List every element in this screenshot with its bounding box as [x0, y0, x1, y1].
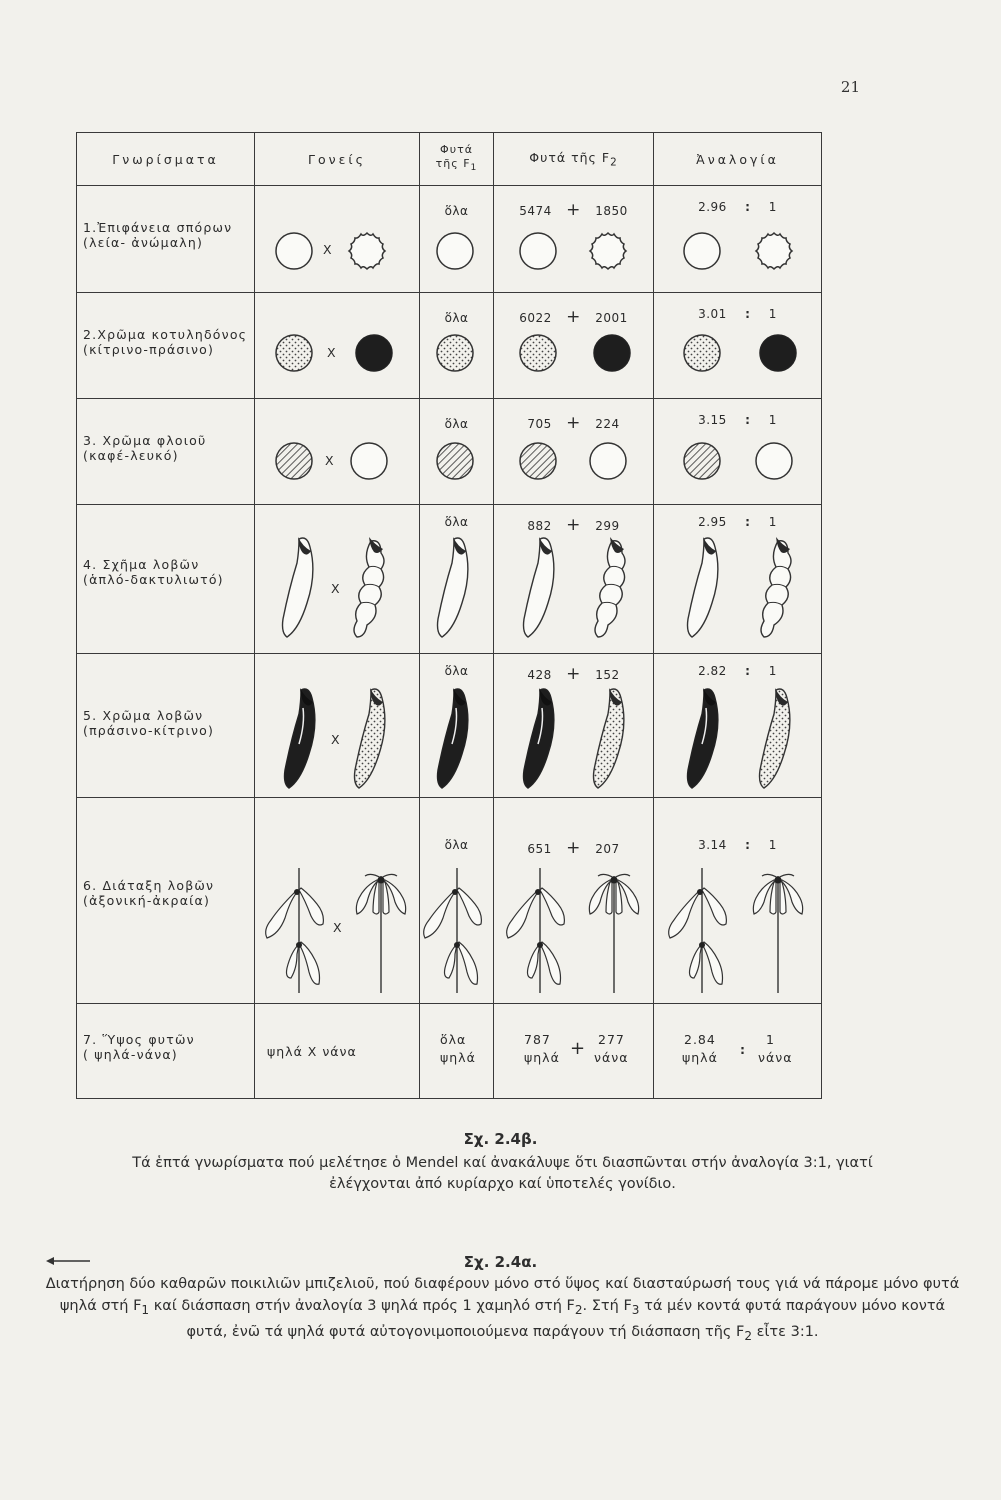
- f1-label: ψηλά: [440, 1049, 476, 1065]
- f1-pod-drawing: [420, 505, 494, 653]
- parent-pods-drawing: [255, 505, 420, 653]
- trait-cell: [77, 653, 255, 797]
- smooth-seed-icon: [684, 233, 720, 269]
- f2-plants-drawing: [494, 798, 654, 1004]
- yellow-pod-icon: [355, 688, 385, 788]
- ratio-cell: [654, 399, 822, 505]
- yellow-seed-icon: [684, 335, 720, 371]
- table-row: [77, 399, 822, 505]
- table-header-row: [77, 133, 822, 186]
- f2-dominant-count: 5474: [519, 204, 552, 219]
- plus-sign: +: [566, 515, 581, 536]
- subscript: 2: [744, 1328, 753, 1343]
- table-row: [77, 505, 822, 653]
- f1-seed-drawing: [420, 399, 494, 505]
- wrinkled-seed-icon: [756, 233, 792, 269]
- colon-sign: :: [745, 663, 751, 678]
- f1-seed-drawing: [420, 186, 494, 293]
- terminal-plant-icon: [589, 874, 638, 993]
- trait-values: (λεία- ἀνώμαλη): [83, 235, 204, 251]
- plus-sign: +: [566, 307, 581, 328]
- axial-plant-icon: [507, 868, 565, 993]
- f1-cell: [420, 399, 494, 505]
- f2-pods-drawing: [494, 654, 654, 798]
- axial-plant-icon: [669, 868, 727, 993]
- f2-pods-drawing: [494, 505, 654, 653]
- f1-seed-drawing: [420, 293, 494, 399]
- green-seed-icon: [594, 335, 630, 371]
- ratio-plants-drawing: [654, 798, 822, 1004]
- header-f2-text: Φυτά τῆς F: [529, 149, 611, 165]
- table-row: [77, 653, 822, 797]
- ratio-pods-drawing: [654, 505, 822, 653]
- parent-pods-drawing: [255, 654, 420, 798]
- terminal-plant-icon: [356, 874, 405, 993]
- colon-sign: :: [740, 1041, 746, 1057]
- parents-text: ψηλά Χ νάνα: [267, 1043, 357, 1059]
- parents-cell: [255, 797, 420, 1003]
- smooth-seed-icon: [437, 233, 473, 269]
- f2-cell: [494, 797, 654, 1003]
- ratio-cell: [654, 797, 822, 1003]
- f1-pod-drawing: [420, 654, 494, 798]
- trait-values: (ἁπλό-δακτυλιωτό): [83, 572, 224, 588]
- ratio-seeds-drawing: [654, 399, 822, 505]
- f2-dominant-count: 6022: [519, 311, 552, 326]
- f2-seeds-drawing: [494, 399, 654, 505]
- caption-text: Διατήρηση δύο καθαρῶν ποικιλιῶν μπιζελιοῦ, πού διαφέρουν μόνο στό ὕψος καί διασταύρωσή τους γιά νά πάρομε μόνο φυτά ψηλά στή F: [45, 1276, 960, 1314]
- f2-dominant-count: 705: [527, 417, 552, 432]
- f2-recessive-count: 207: [595, 841, 620, 856]
- f2-cell: [494, 653, 654, 797]
- f2-cell: [494, 186, 654, 293]
- header-f1: [420, 133, 494, 186]
- smooth-pod-icon: [438, 537, 468, 637]
- white-seed-icon: [351, 443, 387, 479]
- green-pod-icon: [438, 688, 468, 788]
- axial-plant-icon: [424, 868, 482, 993]
- header-f1-sub: 1: [470, 162, 478, 174]
- subscript: 2: [574, 1302, 583, 1317]
- ratio-recessive-label: νάνα: [758, 1049, 793, 1065]
- trait-name: 6. Διάταξη λοβῶν: [83, 877, 215, 893]
- ratio-cell: [654, 293, 822, 399]
- trait-values: ( ψηλά-νάνα): [83, 1046, 178, 1062]
- f2-dominant-count: 428: [527, 667, 552, 682]
- f2-recessive-count: 1850: [595, 204, 628, 219]
- ratio-dominant: 2.95: [698, 515, 727, 530]
- trait-name: 1.Ἐπιφάνεια σπόρων: [83, 220, 233, 236]
- cross-symbol: X: [331, 731, 341, 747]
- ratio-cell: [654, 505, 822, 653]
- f2-cell: [494, 505, 654, 653]
- f2-recessive-label: νάνα: [594, 1049, 629, 1065]
- parent-seeds-drawing: [255, 399, 420, 505]
- ratio-recessive: 1: [768, 307, 777, 322]
- terminal-plant-icon: [753, 874, 802, 993]
- wrinkled-seed-icon: [349, 233, 385, 269]
- smooth-pod-icon: [524, 537, 554, 637]
- f1-value: ὅλα: [444, 311, 469, 326]
- caption-text: . Στή F: [582, 1298, 632, 1314]
- trait-cell: [77, 399, 255, 505]
- cross-symbol: X: [323, 242, 333, 258]
- f1-cell: [420, 653, 494, 797]
- table-row: [77, 1003, 822, 1098]
- trait-name: 5. Χρῶμα λοβῶν: [83, 707, 204, 723]
- white-seed-icon: [756, 443, 792, 479]
- green-pod-icon: [524, 688, 554, 788]
- header-parents: Γονείς: [255, 133, 420, 186]
- plus-sign: +: [570, 1037, 587, 1059]
- colon-sign: :: [745, 200, 751, 215]
- header-f1-line1: Φυτά: [440, 142, 473, 156]
- subscript: 1: [141, 1302, 150, 1317]
- colon-sign: :: [745, 307, 751, 322]
- cross-symbol: X: [325, 453, 335, 469]
- ratio-dominant: 3.14: [698, 837, 727, 852]
- table-row: [77, 186, 822, 293]
- f2-cell: [494, 1003, 654, 1098]
- table-row: [77, 797, 822, 1003]
- ratio-dominant: 3.01: [698, 307, 727, 322]
- trait-values: (κίτρινο-πράσινο): [83, 342, 215, 358]
- colon-sign: :: [745, 515, 751, 530]
- caption-text: εἶτε 3:1.: [752, 1323, 819, 1340]
- smooth-pod-icon: [283, 537, 313, 637]
- parents-cell: [255, 1003, 420, 1098]
- yellow-pod-icon: [760, 688, 790, 788]
- parents-cell: [255, 653, 420, 797]
- ratio-dominant: 2.96: [698, 200, 727, 215]
- parent-seeds-drawing: [255, 293, 420, 399]
- ratio-recessive: 1: [768, 413, 777, 428]
- subscript: 3: [631, 1302, 640, 1317]
- axial-plant-icon: [266, 868, 324, 993]
- f2-cell: [494, 293, 654, 399]
- trait-cell: [77, 797, 255, 1003]
- f1-value: ὅλα: [440, 1031, 467, 1047]
- yellow-seed-icon: [520, 335, 556, 371]
- plus-sign: +: [566, 663, 581, 684]
- smooth-seed-icon: [520, 233, 556, 269]
- f2-dominant-count: 787: [524, 1031, 551, 1047]
- constricted-pod-icon: [354, 537, 384, 637]
- trait-name: 2.Χρῶμα κοτυληδόνος: [83, 327, 248, 343]
- trait-values: (καφέ-λευκό): [83, 448, 179, 464]
- mendel-traits-table: [76, 132, 822, 1099]
- green-seed-icon: [760, 335, 796, 371]
- parent-seeds-drawing: [255, 186, 420, 293]
- ratio-seeds-drawing: [654, 293, 822, 399]
- ratio-recessive: 1: [768, 200, 777, 215]
- constricted-pod-icon: [595, 537, 625, 637]
- f1-value: ὅλα: [444, 663, 469, 678]
- f1-cell: [420, 293, 494, 399]
- trait-name: 4. Σχῆμα λοβῶν: [83, 557, 200, 573]
- brown-seed-icon: [276, 443, 312, 479]
- wrinkled-seed-icon: [590, 233, 626, 269]
- colon-sign: :: [745, 413, 751, 428]
- parents-cell: [255, 505, 420, 653]
- header-ratio: Ἀναλογία: [654, 133, 822, 186]
- plus-sign: +: [566, 200, 581, 221]
- yellow-seed-icon: [276, 335, 312, 371]
- f2-recessive-count: 299: [595, 519, 620, 534]
- f2-seeds-drawing: [494, 293, 654, 399]
- f1-plant-drawing: [420, 798, 494, 1004]
- figure-a-title: Σχ. 2.4α.: [463, 1253, 538, 1271]
- plus-sign: +: [566, 413, 581, 434]
- f2-recessive-count: 277: [598, 1031, 625, 1047]
- header-f2: [494, 133, 654, 186]
- cross-symbol: X: [327, 345, 337, 361]
- trait-cell: [77, 1003, 255, 1098]
- ratio-cell: [654, 653, 822, 797]
- yellow-pod-icon: [594, 688, 624, 788]
- yellow-seed-icon: [437, 335, 473, 371]
- f2-dominant-label: ψηλά: [524, 1049, 560, 1065]
- parent-plants-drawing: [255, 798, 420, 1004]
- f1-value: ὅλα: [444, 204, 469, 219]
- f2-recessive-count: 224: [595, 417, 620, 432]
- parents-cell: [255, 399, 420, 505]
- parents-cell: [255, 186, 420, 293]
- f2-recessive-count: 2001: [595, 311, 628, 326]
- brown-seed-icon: [520, 443, 556, 479]
- ratio-recessive: 1: [768, 515, 777, 530]
- cross-symbol: X: [333, 919, 343, 935]
- page-number: 21: [840, 78, 860, 96]
- ratio-recessive: 1: [768, 663, 777, 678]
- f1-value: ὅλα: [444, 417, 469, 432]
- trait-name: 3. Χρῶμα φλοιοῦ: [83, 433, 207, 449]
- colon-sign: :: [745, 837, 751, 852]
- f1-value: ὅλα: [444, 515, 469, 530]
- ratio-cell: [654, 186, 822, 293]
- smooth-pod-icon: [688, 537, 718, 637]
- table-row: [77, 293, 822, 399]
- f2-dominant-count: 651: [527, 841, 552, 856]
- ratio-recessive: 1: [768, 837, 777, 852]
- f2-dominant-count: 882: [527, 519, 552, 534]
- f1-cell: [420, 505, 494, 653]
- green-seed-icon: [356, 335, 392, 371]
- green-pod-icon: [688, 688, 718, 788]
- trait-cell: [77, 505, 255, 653]
- figure-b-caption: Τά ἑπτά γνωρίσματα πού μελέτησε ὁ Mendel καί ἀνακάλυψε ὅτι διασπῶνται στήν ἀναλογία 3:1, γιατί ἐλέγχονται ἀπό κυρίαρχο καί ὑποτελές γονίδιο.: [132, 1155, 873, 1192]
- f2-recessive-count: 152: [595, 667, 620, 682]
- ratio-dominant: 2.84: [684, 1031, 716, 1047]
- white-seed-icon: [590, 443, 626, 479]
- trait-cell: [77, 186, 255, 293]
- ratio-dominant-label: ψηλά: [682, 1049, 718, 1065]
- f1-value: ὅλα: [444, 837, 469, 852]
- ratio-dominant: 3.15: [698, 413, 727, 428]
- f1-cell: [420, 797, 494, 1003]
- brown-seed-icon: [684, 443, 720, 479]
- cross-symbol: X: [331, 581, 341, 597]
- caption-text: καί διάσπαση στήν ἀναλογία 3 ψηλά πρός 1 χαμηλό στή F: [149, 1298, 575, 1314]
- smooth-seed-icon: [276, 233, 312, 269]
- ratio-recessive: 1: [766, 1031, 775, 1047]
- f1-cell: [420, 186, 494, 293]
- caption-text: τά μέν κοντά φυτά παράγουν μόνο κοντά φυτά, ἐνῶ τά ψηλά φυτά αὐτογονιμοποιούμενα παράγουν τή διάσπαση τῆς F: [186, 1298, 946, 1340]
- ratio-seeds-drawing: [654, 186, 822, 293]
- header-f1-line2: τῆς F: [435, 156, 471, 170]
- trait-values: (ἀξονική-ἀκραία): [83, 892, 211, 908]
- trait-name: 7. Ὕψος φυτῶν: [83, 1031, 195, 1047]
- f2-seeds-drawing: [494, 186, 654, 293]
- parents-cell: [255, 293, 420, 399]
- trait-values: (πράσινο-κίτρινο): [83, 722, 215, 738]
- ratio-dominant: 2.82: [698, 663, 727, 678]
- trait-cell: [77, 293, 255, 399]
- figure-b-title: Σχ. 2.4β.: [463, 1130, 538, 1148]
- header-f2-sub: 2: [610, 156, 618, 169]
- plus-sign: +: [566, 837, 581, 858]
- figure-a-caption: [40, 1273, 965, 1347]
- header-traits: Γνωρίσματα: [77, 133, 255, 186]
- green-pod-icon: [285, 688, 315, 788]
- brown-seed-icon: [437, 443, 473, 479]
- ratio-cell: [654, 1003, 822, 1098]
- f1-cell: [420, 1003, 494, 1098]
- f2-cell: [494, 399, 654, 505]
- ratio-pods-drawing: [654, 654, 822, 798]
- constricted-pod-icon: [761, 537, 791, 637]
